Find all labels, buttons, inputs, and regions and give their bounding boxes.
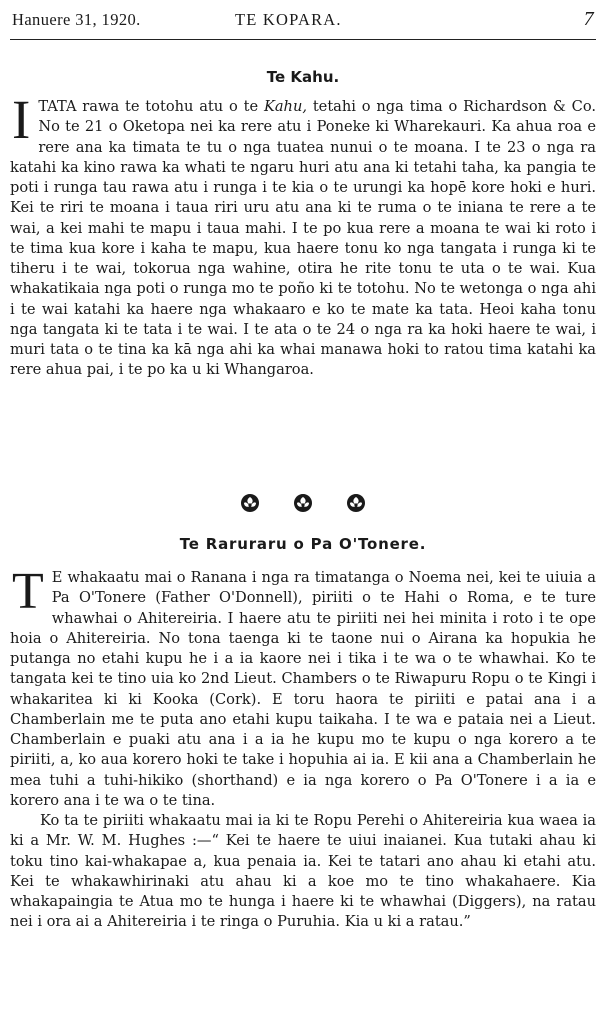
- ship-name: Kahu,: [263, 98, 307, 115]
- body-text: tetahi o nga tima o Richardson & Co. No te 21 o Oketopa nei ka rere atu i Poneke ki Wharekauri. Ka ahua roa e rere ana ka timata te tu o nga tuatea nunui o te moana. I te 23 o nga ra katahi ka kino rawa ka whati te ngaru huri atu ana ki tetahi taha, ka pangia te poti i runga tau rawa atu i runga i te kia o te urungi ka hopē kore hoki e huri. Kei te riri te moana i taua riri uru atu ana ki te ruma o te iniana te rere a te wai, a kei mahi te mapu i taua mahi. I te po kua rere a moana te wai ki roto i te tima kua kore i kaha te mapu, kua haere tonu ko nga tangata i runga ki te tiheru i te wai, tokorua nga wahine, otira he rite tonu te uta o te wai. Kua whakatikaia nga poti o runga mo te poño ki te totohu. No te wetonga o nga ahi i te wai katahi ka haere nga whakaaro e ko te mate ka tata. Heoi kaha tonu nga tangata ki te tata i te wai. I te ata o te 24 o nga ra ka hoki haere te wai, i muri tata o te tina ka kā nga ahi ka whai manawa hoki to ratou tima katahi ka rere ahua pai, i te po ka u ki Whangaroa.: [10, 98, 597, 379]
- newspaper-page: [10, 8, 596, 1013]
- lead-text: TATA rawa te totohu atu o te: [38, 98, 259, 115]
- body-text: E whakaatu mai o Ranana i nga ra timatanga o Noema nei, kei te uiuia a Pa O'Tonere (Father O'Donnell), piriiti o te Hahi o Roma, e te ture whawhai o Ahitereiria. I haere atu te piriiti nei hei minita i roto i te ope hoia o Ahitereiria. No tona taenga ki te taone nui o Airana ka hopukia he putanga no etahi kupu he i a ia kaore nei i tika i te wa o te whawhai. Ko te tangata kei te tino uia ko 2nd Lieut. Chambers o te Riwapuru Ropu o te Kingi i whakaritea ki ki Kooka (Cork). E toru haora te piriiti e patai ana i a Chamberlain me te puta ano etahi kupu taikaha. I te wa e pataia nei a Lieut. Chamberlain e puaki atu ana i a ia he kupu mo te kupu o nga korero a te piriiti, a, ko aua korero hoki te take i hopuhia ai ia. E kii ana a Chamberlain he mea tuhi a tuhi-hikiko (shorthand) e ia nga korero o Pa O'Tonere i a ia e korero ana i te wa o te tina.: [10, 569, 596, 809]
- flower-ornament-icon: [238, 492, 262, 514]
- header-rule: [10, 39, 596, 40]
- article-paragraph: [10, 89, 597, 381]
- page-number: 7: [583, 8, 594, 30]
- article-heading: Te Raruraru o Pa O'Tonere.: [179, 535, 427, 553]
- publication-title: TE KOPARA.: [235, 10, 342, 29]
- page-header: [10, 8, 596, 38]
- article-paragraph: Ko ta te piriiti whakaatu mai ia ki te Ropu Perehi o Ahitereiria kua waea ia ki a Mr. W. M. Hughes :—“ Kei te haere te uiui inaianei. Kua tutaki ahau ki toku tino kai-whakapae a, kua penaia ia. Kei te tatari ano ahau ki etahi atu. Kei te whakawhirinaki atu ahau ki a koe mo te tino whakahaere. Kia whakapaingia te Atua mo te hunga i haere ki te whawhai (Diggers), na ratau nei i ora ai a Ahitereiria i te ringa o Puruhia. Kia u ki a ratau.”: [10, 812, 596, 931]
- issue-date: Hanuere 31, 1920.: [12, 10, 141, 29]
- article-body: [10, 563, 596, 933]
- article-heading: Te Kahu.: [266, 68, 340, 86]
- article-body: [10, 89, 597, 381]
- section-divider: [10, 492, 596, 518]
- flower-ornament-icon: [344, 492, 368, 514]
- drop-cap: I: [12, 89, 31, 150]
- article-paragraph: [10, 563, 596, 811]
- drop-cap: T: [12, 563, 44, 620]
- flower-ornament-icon: [291, 492, 315, 514]
